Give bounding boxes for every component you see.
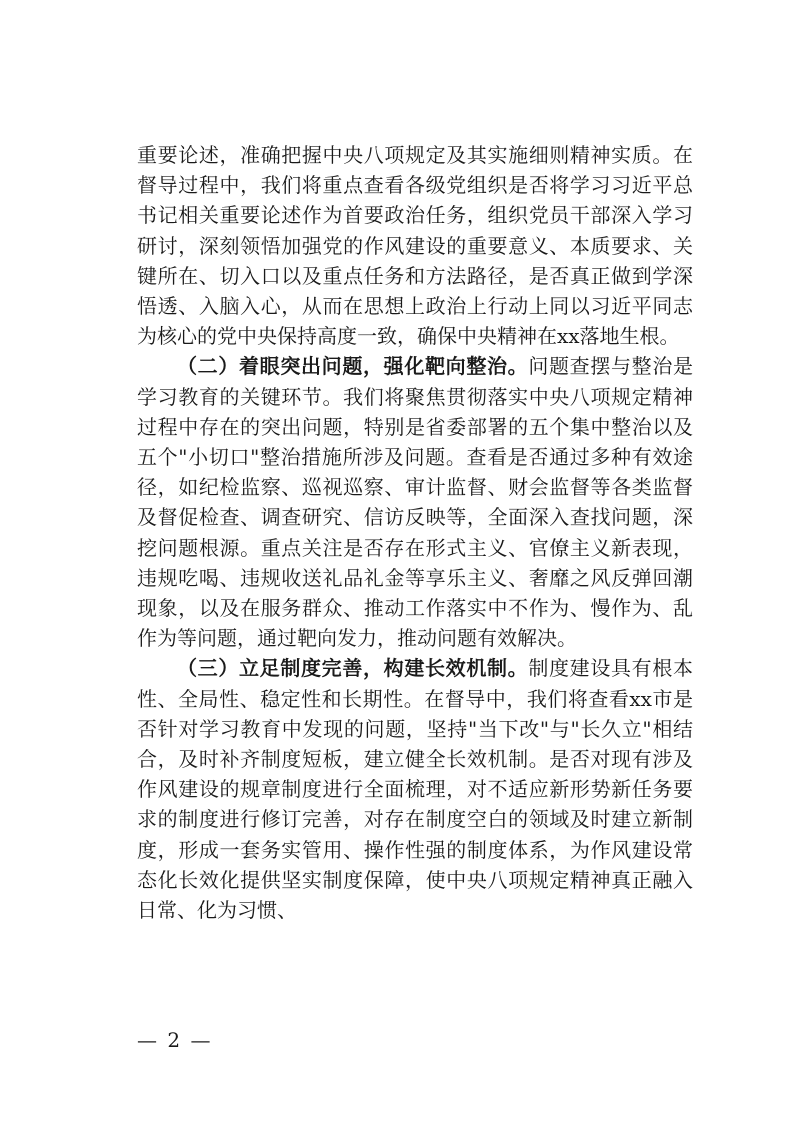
paragraph-text: 制度建设具有根本性、全局性、稳定性和长期性。在督导中，我们将查看xx市是否针对学习教育中发现的问题，坚持"当下改"与"长久立"相结合，及时补齐制度短板，建立健全长效机制。是否对现有涉及作风建设的规章制度进行全面梳理，对不适应新形势新任务要求的制度进行修订完善，对存在制度空白的领域及时建立新制度，形成一套务实管用、操作性强的制度体系，为作风建设常态化长效化提供坚实制度保障，使中央八项规定精神真正融入日常、化为习惯、 — [137, 656, 694, 923]
section-heading: （二）着眼突出问题，强化靶向整治。 — [177, 354, 529, 379]
page-number: — 2 — — [137, 1028, 213, 1052]
paragraph-text: 重要论述，准确把握中央八项规定及其实施细则精神实质。在督导过程中，我们将重点查看各级党组织是否将学习习近平总书记相关重要论述作为首要政治任务，组织党员干部深入学习研讨，深刻领悟加强党的作风建设的重要意义、本质要求、关键所在、切入口以及重点任务和方法路径，是否真正做到学深悟透、入脑入心，从而在思想上政治上行动上同以习近平同志为核心的党中央保持高度一致，确保中央精神在xx落地生根。 — [137, 143, 693, 349]
paragraph-continuation — [137, 140, 693, 351]
paragraph-section-two — [137, 351, 693, 653]
paragraph-text: 问题查摆与整治是学习教育的关键环节。我们将聚焦贯彻落实中央八项规定精神过程中存在的突出问题，特别是省委部署的五个集中整治以及五个"小切口"整治措施所涉及问题。查看是否通过多种有效途径，如纪检监察、巡视巡察、审计监督、财会监督等各类监督及督促检查、调查研究、信访反映等，全面深入查找问题，深挖问题根源。重点关注是否存在形式主义、官僚主义新表现，违规吃喝、违规收送礼品礼金等享乐主义、奢靡之风反弹回潮现象，以及在服务群众、推动工作落实中不作为、慢作为、乱作为等问题，通过靶向发力，推动问题有效解决。 — [137, 354, 694, 651]
document-body — [137, 140, 693, 925]
paragraph-section-three — [137, 653, 693, 925]
section-heading: （三）立足制度完善，构建长效机制。 — [177, 656, 529, 681]
